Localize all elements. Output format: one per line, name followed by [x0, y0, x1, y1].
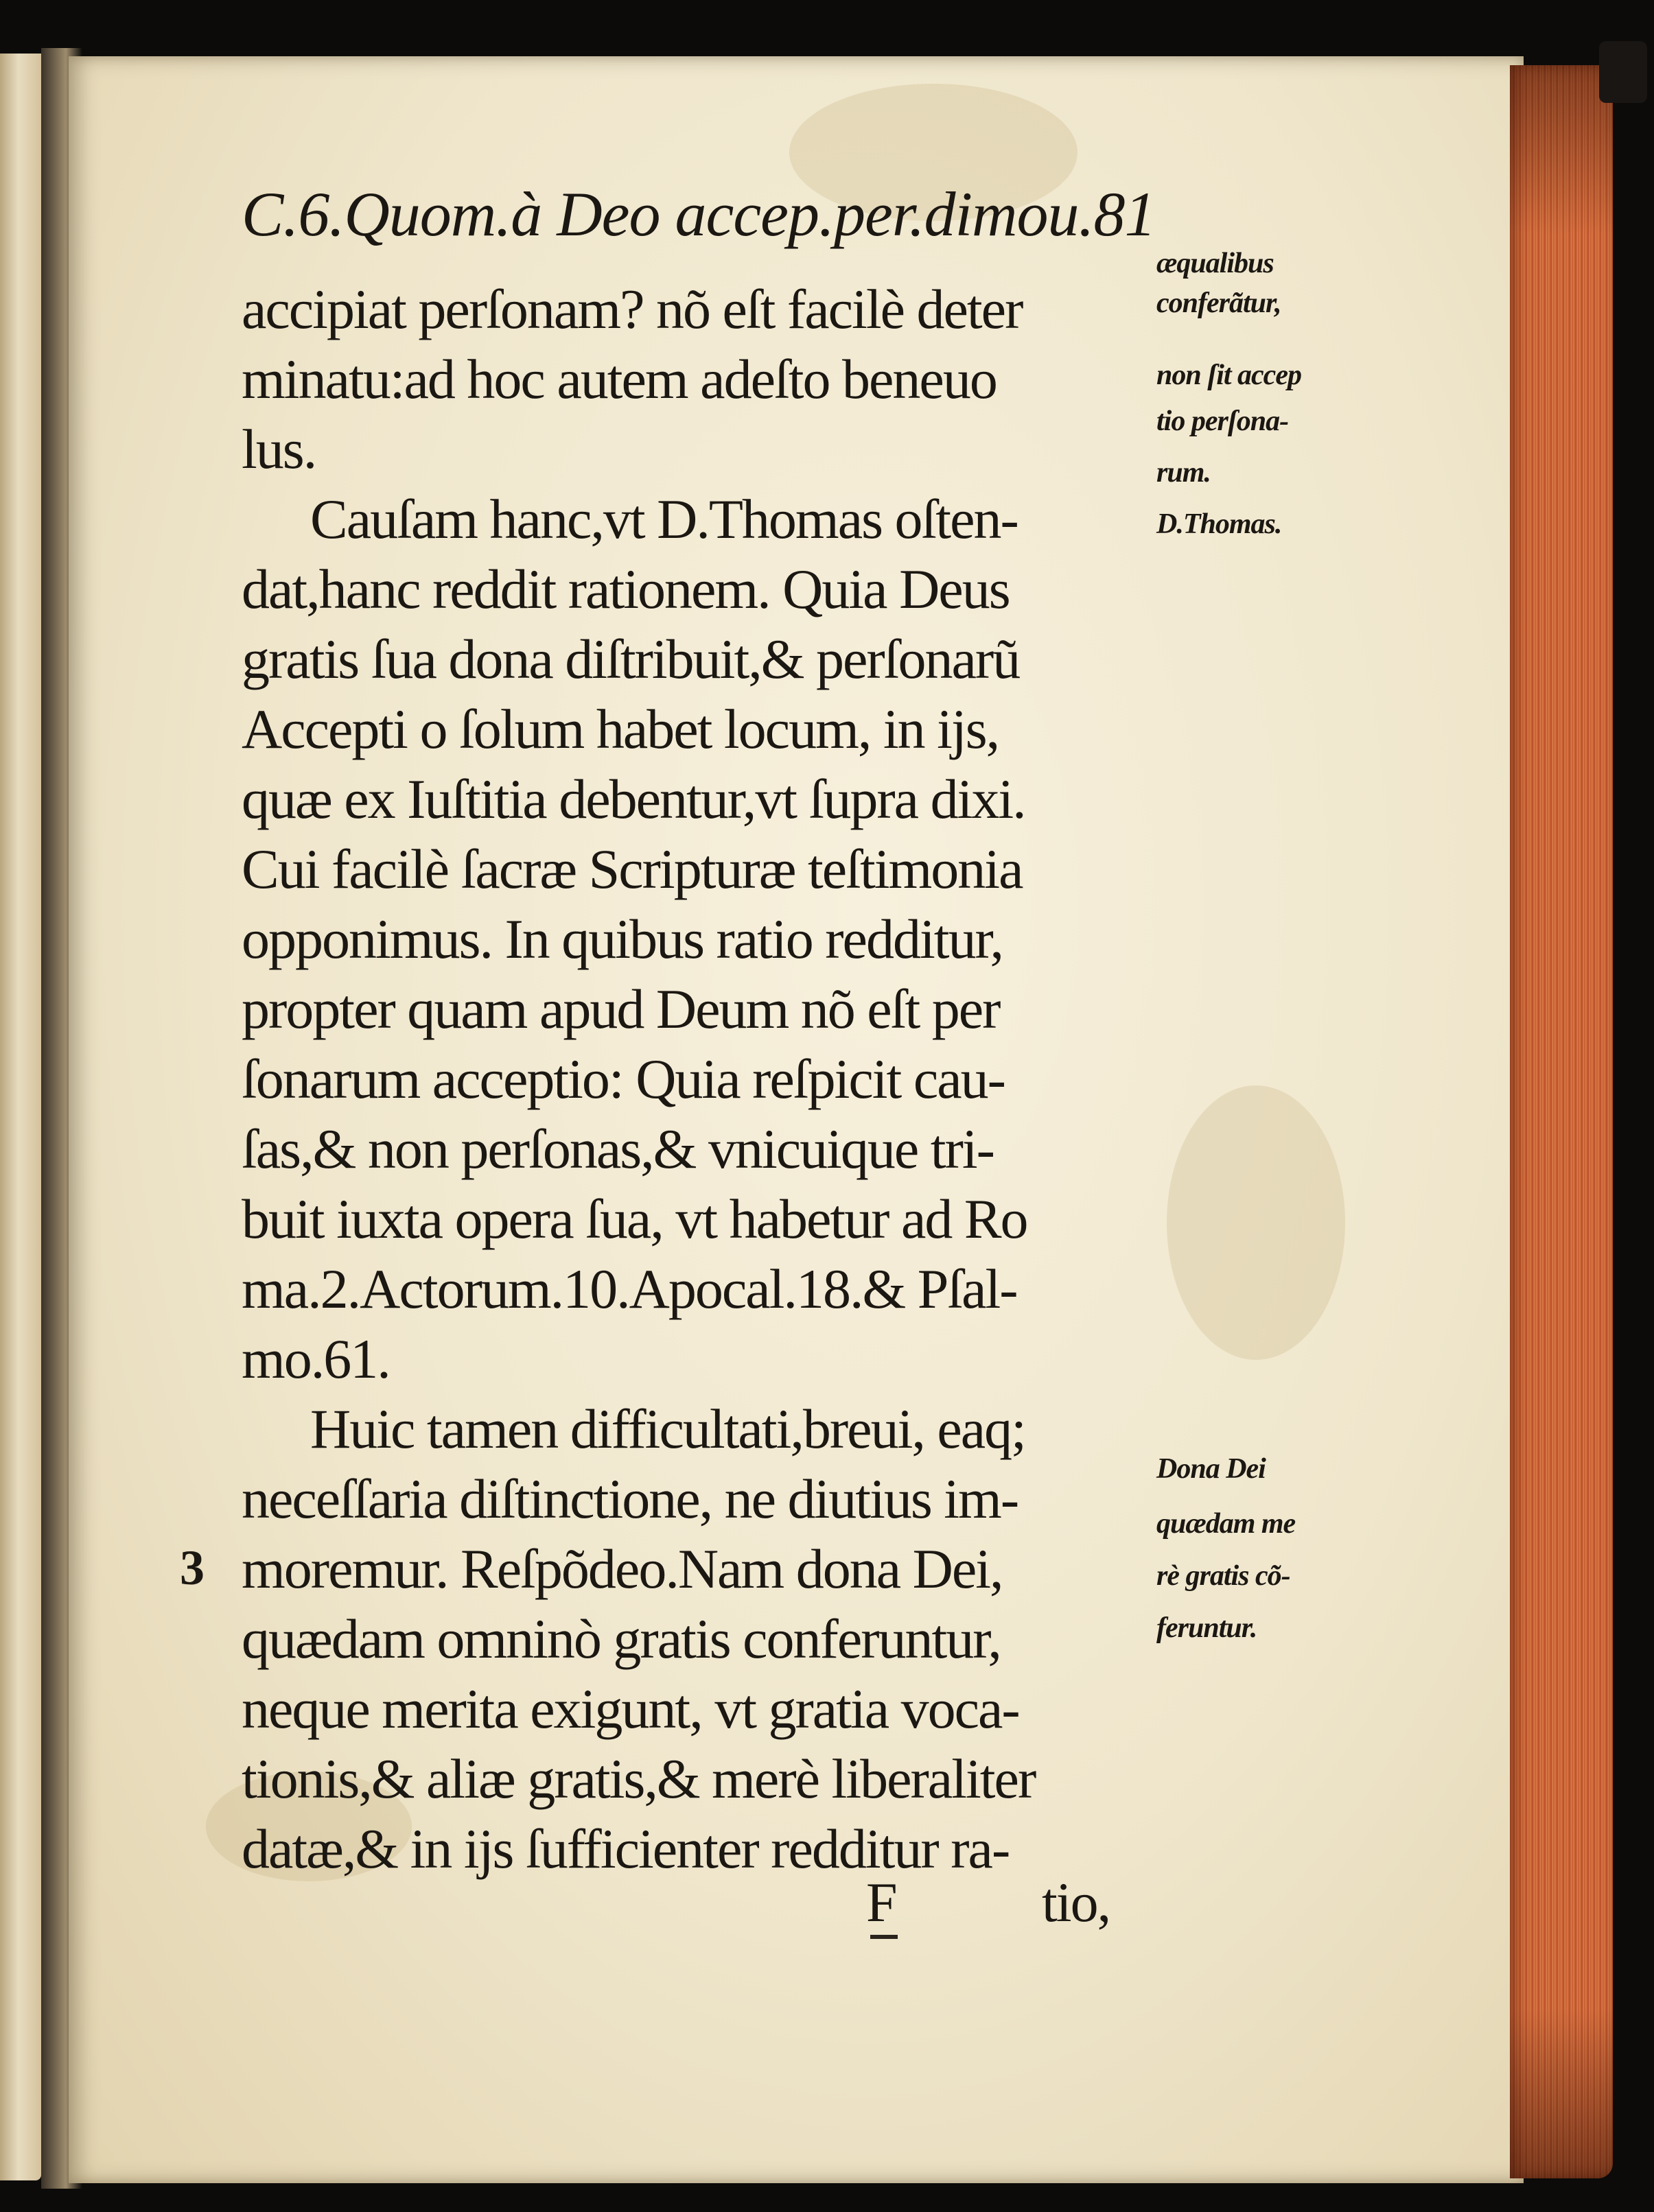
text-line: neque merita exigunt, vt gratia voca-	[242, 1678, 1019, 1740]
text-line: mo.61.	[242, 1328, 390, 1390]
text-line: moremur. Reſpõdeo.Nam dona Dei,	[242, 1538, 1003, 1600]
margin-note-line: D.Thomas.	[1156, 508, 1282, 540]
text-line: minatu:ad hoc autem adeſto beneuo	[242, 348, 997, 410]
signature-mark: F	[866, 1871, 898, 1933]
running-head: C.6.Quom.à Deo accep.per.dimou.81	[242, 179, 1156, 249]
margin-note-line: rè gratis cõ-	[1156, 1560, 1290, 1592]
section-number: 3	[180, 1540, 205, 1595]
text-line: ſonarum acceptio: Quia reſpicit cau-	[242, 1048, 1005, 1110]
margin-note-line: conferãtur,	[1156, 287, 1281, 319]
catchword: tio,	[1042, 1871, 1110, 1933]
margin-note-line: quædam me	[1156, 1508, 1296, 1540]
text-line: accipiat perſonam? nõ eſt facilè deter	[242, 278, 1023, 340]
signature-underline	[870, 1935, 898, 1939]
text-line: datæ,& in ijs ſufficienter redditur ra-	[242, 1817, 1010, 1880]
text-line: lus.	[242, 418, 316, 480]
text-line: ſas,& non perſonas,& vnicuique tri-	[242, 1118, 994, 1180]
margin-note-line: tio perſona-	[1156, 405, 1289, 437]
text-line: tionis,& aliæ gratis,& merè liberaliter	[242, 1748, 1036, 1810]
margin-note-line: æqualibus	[1156, 248, 1274, 279]
text-line: Cauſam hanc,vt D.Thomas oſten-	[310, 488, 1018, 550]
text-line: quæ ex Iuſtitia debentur,vt ſupra dixi.	[242, 768, 1025, 830]
text-line: quædam omninò gratis conferuntur,	[242, 1608, 1001, 1670]
text-line: neceſſaria diſtinctione, ne diutius im-	[242, 1468, 1018, 1530]
text-line: Huic tamen difficultati,breui, eaq;	[310, 1398, 1025, 1460]
text-line: dat,hanc reddit rationem. Quia Deus	[242, 558, 1010, 620]
text-line: propter quam apud Deum nõ eſt per	[242, 978, 1000, 1040]
margin-note-line: non ſit accep	[1156, 360, 1301, 391]
text-line: opponimus. In quibus ratio redditur,	[242, 908, 1003, 970]
text-line: gratis ſua dona diſtribuit,& perſonarũ	[242, 628, 1020, 690]
text-line: Cui facilè ſacræ Scripturæ teſtimonia	[242, 838, 1023, 900]
margin-note-line: rum.	[1156, 457, 1211, 489]
margin-note-line: feruntur.	[1156, 1612, 1257, 1644]
text-line: buit iuxta opera ſua, vt habetur ad Ro	[242, 1188, 1027, 1250]
text-line: Accepti o ſolum habet locum, in ijs,	[242, 698, 999, 760]
text-line: ma.2.Actorum.10.Apocal.18.& Pſal-	[242, 1258, 1017, 1320]
margin-note-line: Dona Dei	[1156, 1453, 1266, 1485]
